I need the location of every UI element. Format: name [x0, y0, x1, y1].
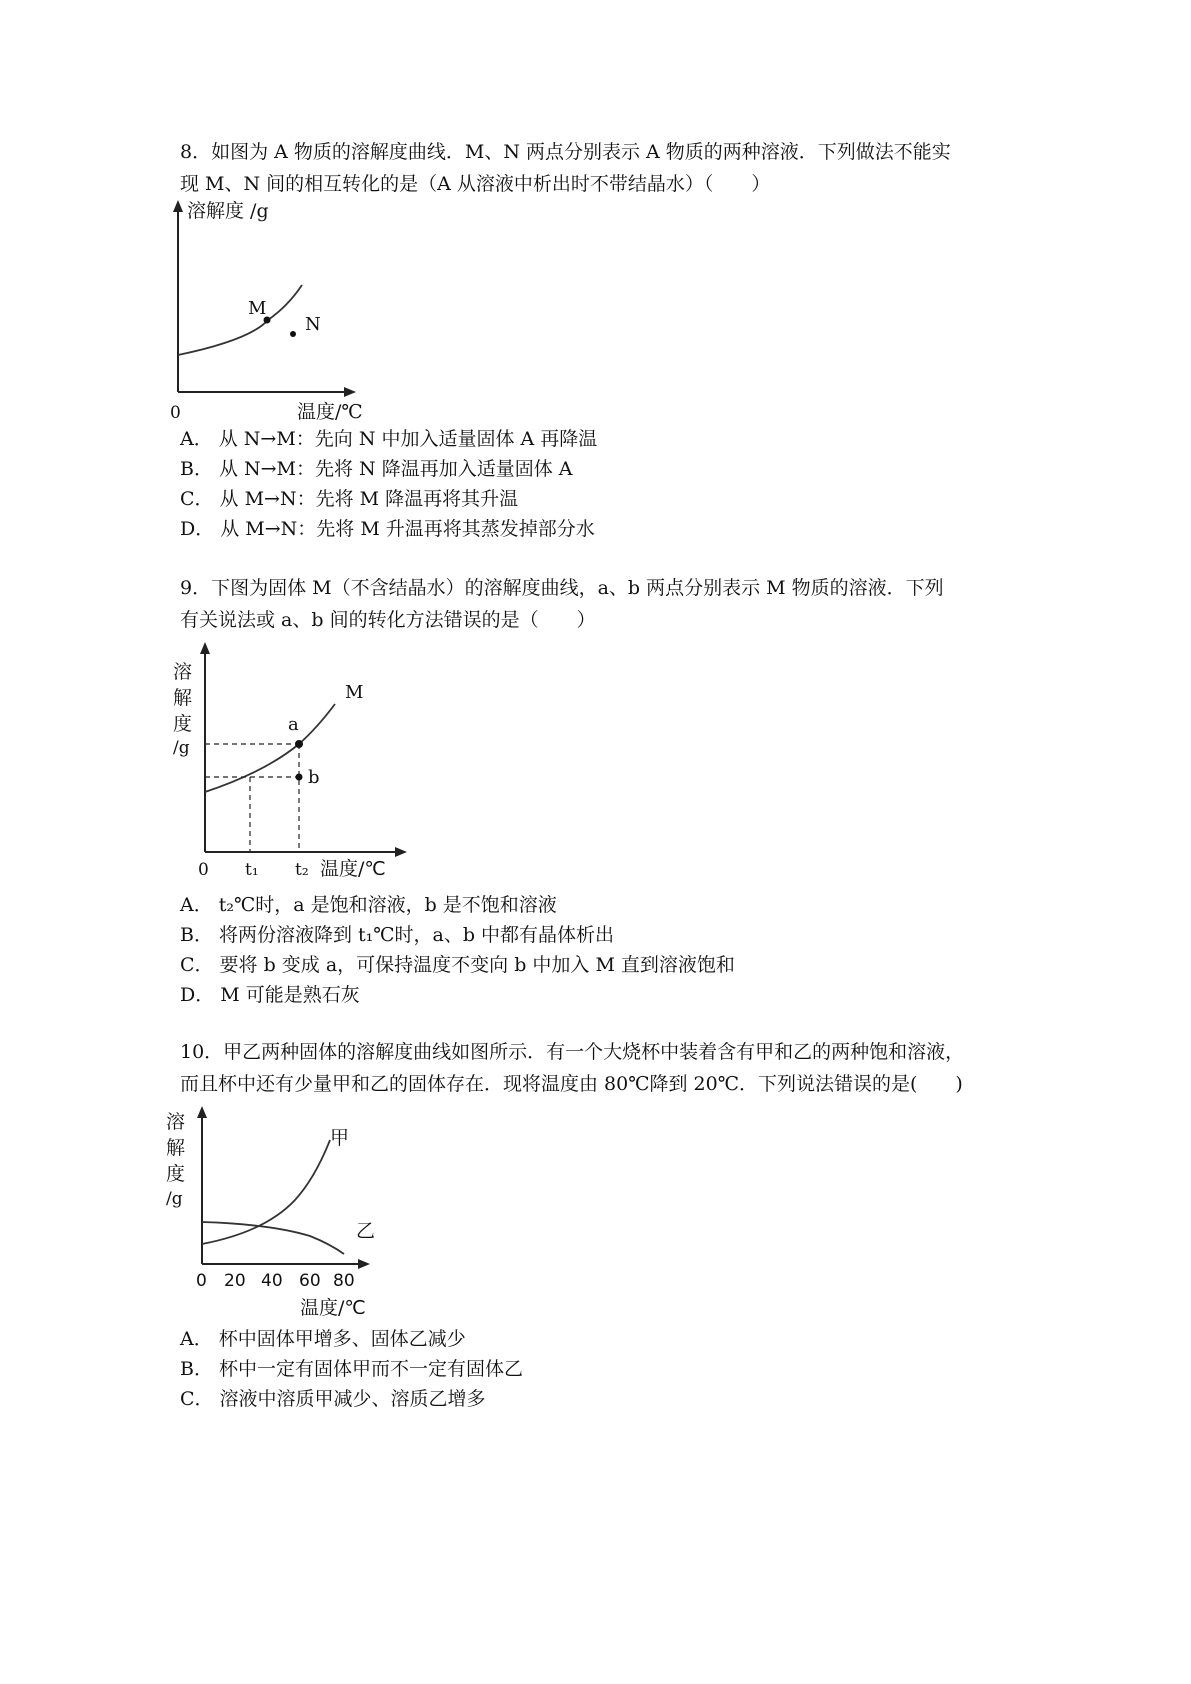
question-9-line-2: 有关说法或 a、b 间的转化方法错误的是（ ）	[180, 609, 596, 631]
question-10-stem	[180, 1036, 1010, 1100]
option-c[interactable]: C． 要将 b 变成 a，可保持温度不变向 b 中加入 M 直到溶液饱和	[180, 954, 735, 976]
point-a	[295, 740, 303, 748]
figure-q10-solubility-curves	[160, 1104, 390, 1324]
tick-t2: t₂	[295, 860, 309, 880]
solubility-curve-a	[178, 285, 302, 355]
y-label-unit: /g	[173, 738, 190, 758]
question-10-options	[180, 1324, 529, 1414]
question-9-line-1: 9．下图为固体 M（不含结晶水）的溶解度曲线，a、b 两点分别表示 M 物质的溶液．下列	[180, 577, 944, 599]
origin-label: 0	[170, 403, 181, 423]
x-axis-arrow-icon	[344, 387, 356, 397]
question-8-options	[180, 424, 603, 544]
question-9-options	[180, 890, 741, 1010]
option-a[interactable]: A． 杯中固体甲增多、固体乙减少	[180, 1328, 466, 1350]
x-axis-label: 温度/℃	[300, 1297, 366, 1319]
tick-t1: t₁	[245, 860, 259, 880]
figure-q8-solubility-curve	[160, 200, 380, 430]
option-d[interactable]: D． 从 M→N：先将 M 升温再将其蒸发掉部分水	[180, 518, 595, 540]
tick-0: 0	[196, 1271, 207, 1291]
option-a[interactable]: A． 从 N→M：先向 N 中加入适量固体 A 再降温	[180, 428, 598, 450]
y-axis-label: 溶解度 /g	[187, 200, 269, 222]
y-label-char-1: 溶	[173, 661, 193, 683]
tick-60: 60	[299, 1271, 321, 1291]
label-b: b	[308, 767, 320, 788]
y-label-char-2: 解	[173, 687, 193, 709]
question-10-line-2: 而且杯中还有少量甲和乙的固体存在．现将温度由 80℃降到 20℃．下列说法错误的是( )	[180, 1073, 963, 1095]
question-10-line-1: 10．甲乙两种固体的溶解度曲线如图所示．有一个大烧杯中装着含有甲和乙的两种饱和溶液，	[180, 1041, 965, 1063]
figure-q9-solubility-curve	[165, 640, 425, 890]
label-m: M	[248, 298, 267, 319]
label-yi: 乙	[356, 1220, 376, 1242]
question-8-line-2: 现 M、N 间的相互转化的是（A 从溶液中析出时不带结晶水）（ ）	[180, 173, 771, 195]
y-axis-arrow-icon	[200, 642, 210, 654]
x-axis-label: 温度/℃	[320, 858, 386, 880]
x-axis-arrow-icon	[358, 1259, 370, 1269]
x-axis-arrow-icon	[395, 847, 407, 857]
x-axis-label: 温度/℃	[297, 401, 363, 423]
tick-40: 40	[261, 1271, 283, 1291]
option-d[interactable]: D． M 可能是熟石灰	[180, 984, 360, 1006]
point-b	[296, 774, 303, 781]
y-label-char-2: 解	[166, 1137, 186, 1159]
y-axis-arrow-icon	[173, 200, 183, 212]
option-c[interactable]: C． 从 M→N：先将 M 降温再将其升温	[180, 488, 519, 510]
label-n: N	[305, 314, 321, 335]
y-label-char-1: 溶	[166, 1111, 186, 1133]
y-label-char-3: 度	[166, 1163, 186, 1185]
label-curve-m: M	[345, 682, 364, 703]
tick-80: 80	[333, 1271, 355, 1291]
tick-20: 20	[224, 1271, 246, 1291]
option-a[interactable]: A． t₂℃时，a 是饱和溶液，b 是不饱和溶液	[180, 894, 557, 916]
question-8-stem	[180, 136, 1010, 200]
question-8-line-1: 8．如图为 A 物质的溶解度曲线．M、N 两点分别表示 A 物质的两种溶液．下列做法不能实	[180, 141, 951, 163]
label-a: a	[288, 714, 299, 735]
origin-label: 0	[198, 860, 209, 880]
label-jia: 甲	[330, 1127, 350, 1149]
y-label-unit: /g	[166, 1189, 183, 1209]
curve-yi	[202, 1222, 344, 1254]
option-b[interactable]: B． 杯中一定有固体甲而不一定有固体乙	[180, 1358, 523, 1380]
question-9-stem	[180, 572, 1010, 636]
y-axis-arrow-icon	[197, 1106, 207, 1118]
option-c[interactable]: C． 溶液中溶质甲减少、溶质乙增多	[180, 1388, 486, 1410]
curve-jia	[202, 1140, 330, 1244]
point-n	[290, 331, 296, 337]
option-b[interactable]: B． 将两份溶液降到 t₁℃时，a、b 中都有晶体析出	[180, 924, 615, 946]
option-b[interactable]: B． 从 N→M：先将 N 降温再加入适量固体 A	[180, 458, 573, 480]
y-label-char-3: 度	[173, 713, 193, 735]
